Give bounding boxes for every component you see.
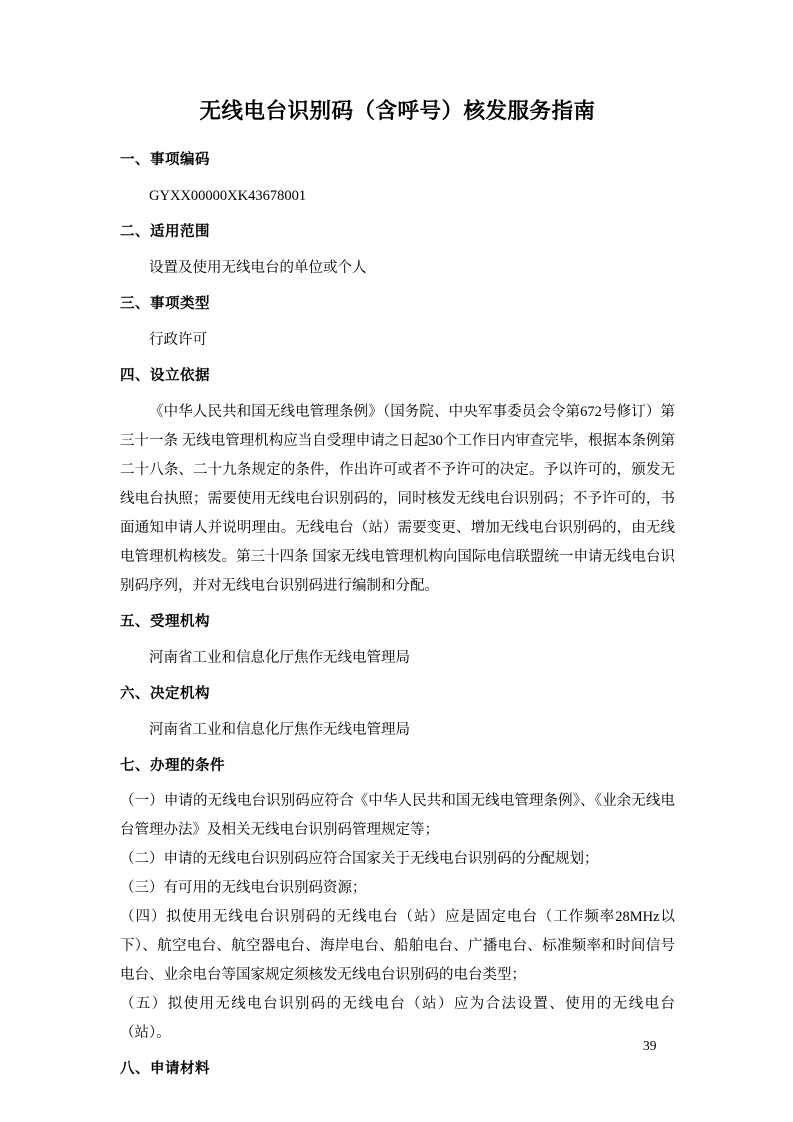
body-item-code: GYXX00000XK43678001: [149, 188, 307, 204]
heading-application-materials: 八、申请材料: [120, 1061, 210, 1077]
heading-item-type: 三、事项类型: [120, 296, 210, 312]
page-title: 无线电台识别码（含呼号）核发服务指南: [199, 99, 596, 124]
condition-item-2: （二）申请的无线电台识别码应符合国家关于无线电台识别码的分配规划；: [120, 851, 599, 867]
condition-item-5: （五）拟使用无线电台识别码的无线电台（站）应为合法设置、使用的无线电台（站）。: [120, 996, 675, 1041]
body-legal-basis: 《中华人民共和国无线电管理条例》（国务院、中央军事委员会令第672号修订）第三十一条 无线电管理机构应当自受理申请之日起30个工作日内审查完毕，根据本条例第二十八条、二十九条规定的条件，作出许可或者不予许可的决定。予以许可的，颁发无线电台执照；需要使用无线电台识别码的，同时核发无线电台识别码；不予许可的，书面通知申请人并说明理由。无线电台（站）需要变更、增加无线电台识别码的，由无线电管理机构核发。第三十四条 国家无线电管理机构向国际电信联盟统一申请无线电台识别码序列，并对无线电台识别码进行编制和分配。: [120, 404, 675, 594]
heading-item-code: 一、事项编码: [120, 152, 210, 168]
body-deciding-authority: 河南省工业和信息化厅焦作无线电管理局: [149, 722, 410, 738]
heading-deciding-authority: 六、决定机构: [120, 686, 210, 702]
body-scope: 设置及使用无线电台的单位或个人: [149, 260, 367, 276]
condition-item-1: （一）申请的无线电台识别码应符合《中华人民共和国无线电管理条例》、《业余无线电台管理办法》及相关无线电台识别码管理规定等；: [120, 793, 675, 838]
condition-item-4: （四）拟使用无线电台识别码的无线电台（站）应是固定电台（工作频率28MHz以下）、航空电台、航空器电台、海岸电台、船舶电台、广播电台、标准频率和时间信号电台、业余电台等国家规定须核发无线电台识别码的电台类型；: [120, 909, 675, 983]
body-accepting-authority: 河南省工业和信息化厅焦作无线电管理局: [149, 650, 410, 666]
page-number: 39: [643, 1038, 657, 1053]
heading-conditions: 七、办理的条件: [120, 758, 225, 774]
heading-scope: 二、适用范围: [120, 224, 210, 240]
condition-item-3: （三）有可用的无线电台识别码资源；: [120, 880, 367, 896]
heading-accepting-authority: 五、受理机构: [120, 614, 210, 630]
body-item-type: 行政许可: [149, 332, 207, 348]
heading-legal-basis: 四、设立依据: [120, 368, 210, 384]
